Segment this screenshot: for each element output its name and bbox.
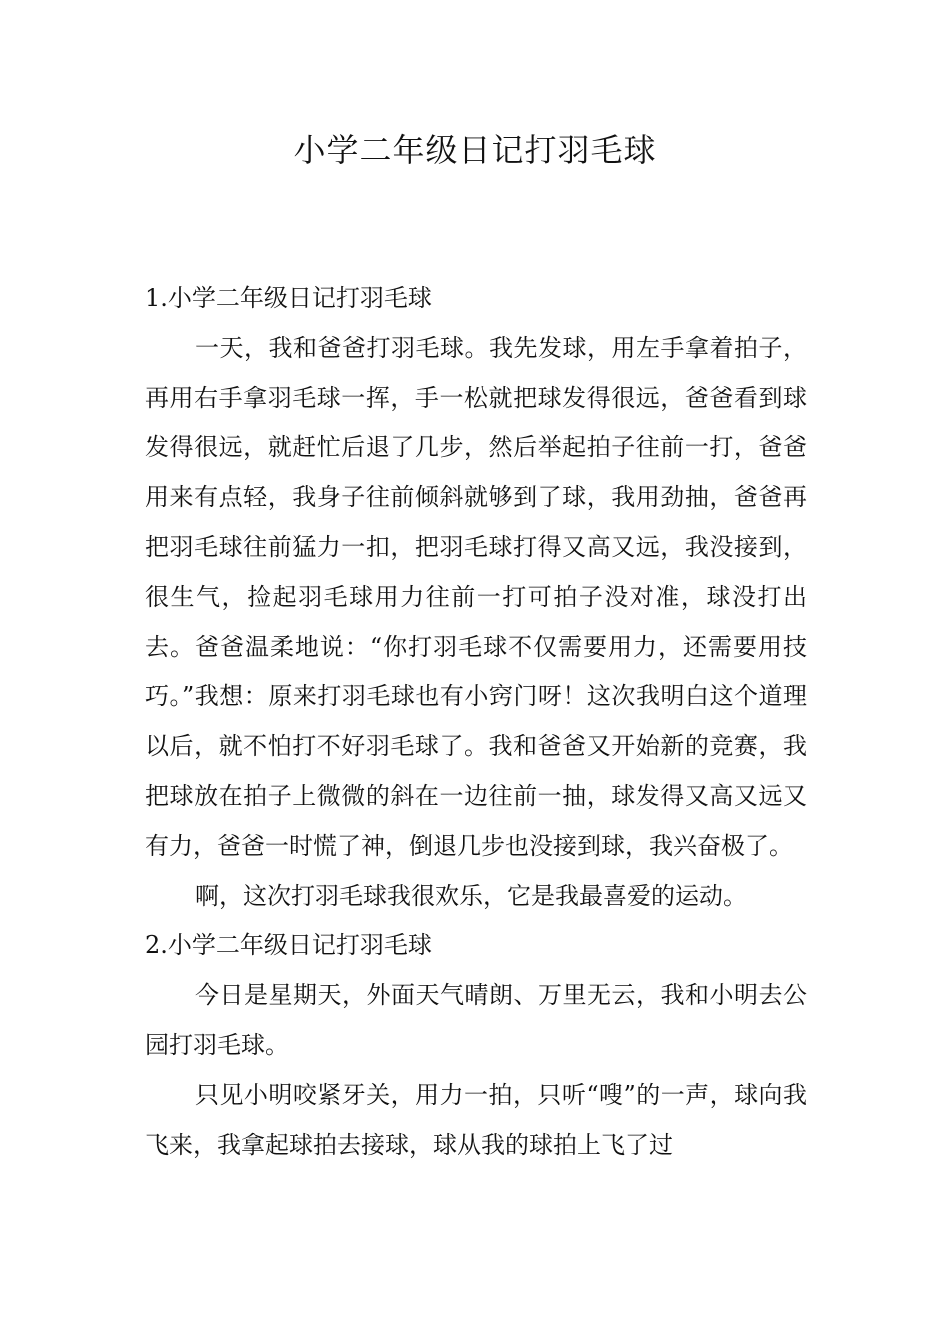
document-body — [145, 274, 807, 1170]
document-title: 小学二年级日记打羽毛球 — [293, 131, 657, 169]
section-2-paragraph-2: 只见小明咬紧牙关，用力一拍，只听“嗖”的一声，球向我飞来，我拿起球拍去接球，球从我的球拍上飞了过 — [145, 1080, 807, 1159]
section-1-paragraph-1: 一天，我和爸爸打羽毛球。我先发球，用左手拿着拍子，再用右手拿羽毛球一挥，手一松就把球发得很远，爸爸看到球发得很远，就赶忙后退了几步，然后举起拍子往前一打，爸爸用来有点轻，我身子往前倾斜就够到了球，我用劲抽，爸爸再把羽毛球往前猛力一扣，把羽毛球打得又高又远，我没接到，很生气，捡起羽毛球用力往前一打可拍子没对准，球没打出去。爸爸温柔地说：“你打羽毛球不仅需要用力，还需要用技巧。”我想：原来打羽毛球也有小窍门呀！这次我明白这个道理以后，就不怕打不好羽毛球了。我和爸爸又开始新的竞赛，我把球放在拍子上微微的斜在一边往前一抽，球发得又高又远又有力，爸爸一时慌了神，倒退几步也没接到球，我兴奋极了。 — [145, 333, 807, 860]
section-2-heading: 2.小学二年级日记打羽毛球 — [145, 931, 432, 960]
section-1-heading: 1.小学二年级日记打羽毛球 — [145, 284, 432, 312]
section-1-paragraph-2: 啊，这次打羽毛球我很欢乐，它是我最喜爱的运动。 — [195, 881, 747, 910]
section-2-paragraph-1: 今日是星期天，外面天气晴朗、万里无云，我和小明去公园打羽毛球。 — [145, 981, 807, 1059]
